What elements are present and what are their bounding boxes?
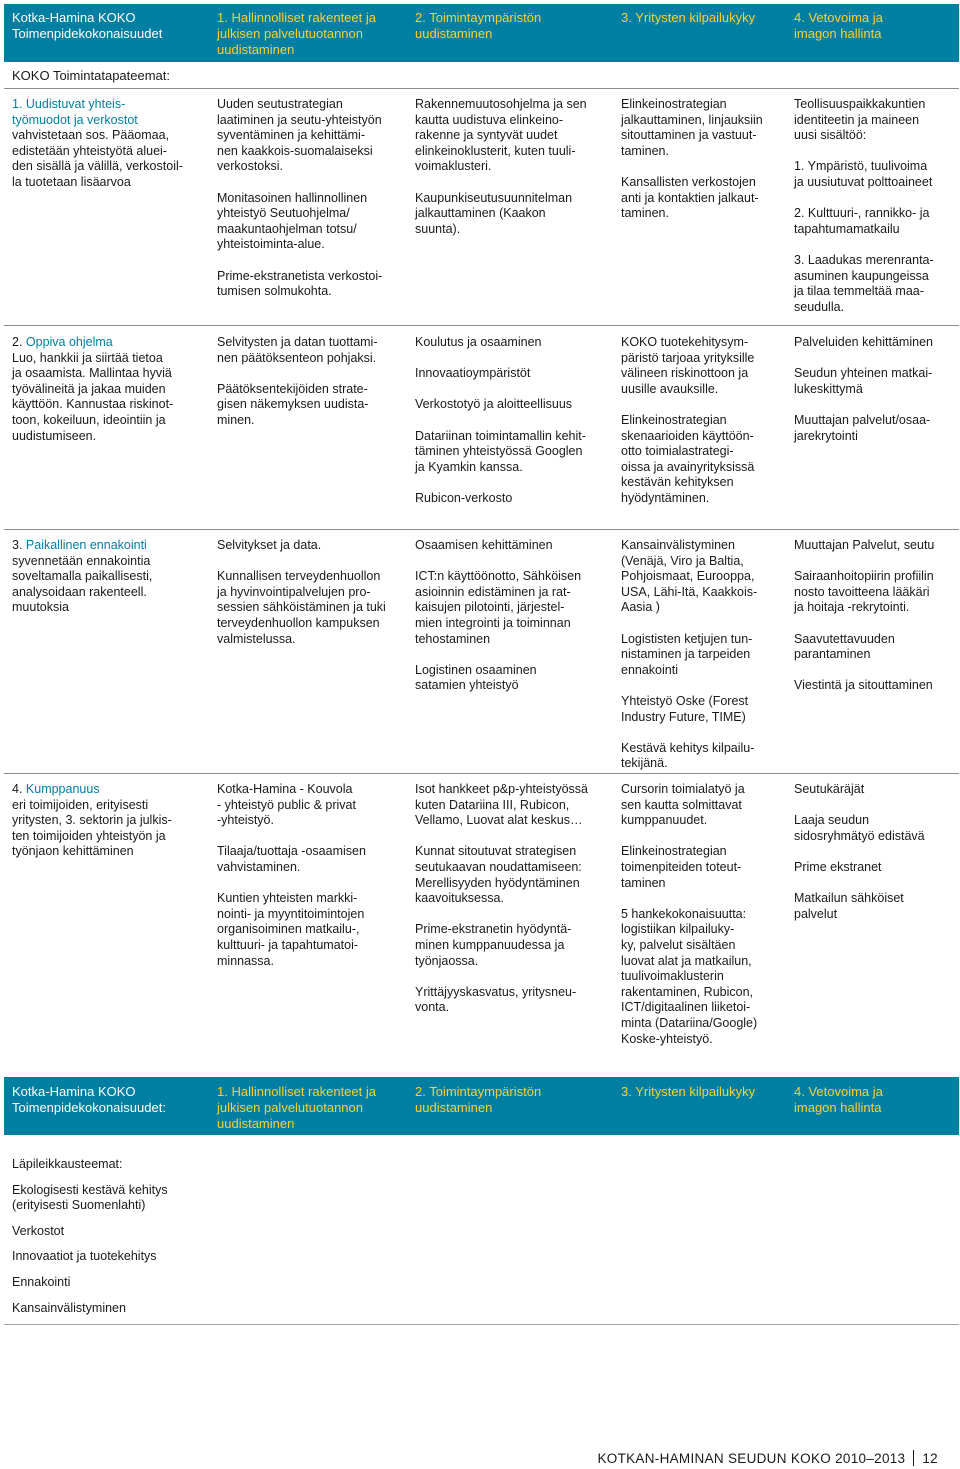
row3-c2-p1: ICT:n käyttöönotto, Sähköisen asioinnin edistäminen ja rat- kaisujen pilotointi, järjestel- mien integrointi ja toiminnan tehostaminen bbox=[415, 569, 582, 646]
subheader bbox=[4, 62, 959, 88]
row3-col-2 bbox=[415, 538, 600, 694]
row2-c3-p1: Elinkeinostrategian skenaarioiden käyttöön- otto toimialastrategi- oissa ja avainyrityksissä kestävän kehityksen hyödyntäminen. bbox=[621, 412, 755, 505]
row2-c3-p0: KOKO tuotekehitysym- päristö tarjoaa yrityksille välineen riskinottoon ja uusille avauksille. bbox=[621, 335, 755, 396]
row1-c4-p0: Teollisuuspaikkakuntien identiteetin ja maineen uusi sisältöö: bbox=[794, 97, 926, 143]
row3-c4-p3: Viestintä ja sitouttaminen bbox=[794, 678, 933, 693]
row3-c2-p0: Osaamisen kehittäminen bbox=[415, 538, 553, 552]
row4-col-4 bbox=[794, 782, 952, 922]
crosscut-title: Läpileikkausteemat: bbox=[12, 1157, 123, 1171]
row1-theme-title: 1. Uudistuvat yhteis- työmuodot ja verkostot bbox=[12, 97, 138, 127]
row4-theme bbox=[12, 782, 192, 860]
row1-col-1 bbox=[217, 97, 399, 300]
row1-c4-p1: 1. Ympäristö, tuulivoima ja uusiutuvat polttoaineet bbox=[794, 159, 933, 189]
row2-col-4 bbox=[794, 335, 952, 444]
row3-c4-p0: Muuttajan Palvelut, seutu bbox=[794, 538, 935, 552]
row1-theme-body: vahvistetaan sos. Pääomaa, edistetään yhteistyötä aluei- den sisällä ja välillä, verkostoil- la tuotetaan lisäarvoa bbox=[12, 128, 183, 189]
crosscut-themes bbox=[4, 1141, 959, 1324]
row3-c3-p1: Logististen ketjujen tun- nistaminen ja tarpeiden ennakointi bbox=[621, 631, 753, 677]
header2-col-4: 4. Vetovoima ja imagon hallinta bbox=[794, 1084, 883, 1115]
row4-theme-body: eri toimijoiden, erityisesti yritysten, 3. sektorin ja julkis- ten toimijoiden yhteistyön ja työnjaon kehittäminen bbox=[12, 797, 172, 859]
row4-title: Kumppanuus bbox=[25, 782, 100, 796]
row1-c4-p2: 2. Kulttuuri-, rannikko- ja tapahtumamatkailu bbox=[794, 206, 930, 236]
row4-theme-title bbox=[12, 782, 192, 798]
row2-col-2 bbox=[415, 335, 600, 507]
row4-c1-p2: Kuntien yhteisten markki- nointi- ja myyntitoimintojen organisoiminen matkailu-, kulttuuri- ja tapahtumatoi- minnassa. bbox=[217, 891, 365, 968]
row-2 bbox=[4, 327, 959, 517]
row3-c2-p2: Logistinen osaaminen satamien yhteistyö bbox=[415, 662, 537, 693]
row3-c3-p3: Kestävä kehitys kilpailu- tekijänä. bbox=[621, 740, 755, 771]
row2-c2-p2: Verkostotyö ja aloitteellisuus bbox=[415, 397, 573, 412]
row3-title: Paikallinen ennakointi bbox=[25, 538, 147, 552]
row3-theme bbox=[12, 538, 192, 616]
footer-title: KOTKAN-HAMINAN SEUDUN KOKO 2010–2013 bbox=[597, 1451, 906, 1466]
header-col-3: 3. Yritysten kilpailukyky bbox=[621, 10, 756, 25]
row4-c2-p1: Kunnat sitoutuvat strategisen seutukaavan noudattamiseen: Merellisyyden hyödyntäminen kaavoituksessa. bbox=[415, 844, 582, 906]
row4-c4-p3: Matkailun sähköiset palvelut bbox=[794, 891, 904, 921]
header-col-2: 2. Toimintaympäristön uudistaminen bbox=[415, 10, 542, 41]
subheader-label: KOKO Toimintatapateemat: bbox=[12, 68, 171, 83]
row4-c1-p1: Tilaaja/tuottaja -osaamisen vahvistaminen. bbox=[217, 844, 366, 874]
row3-c3-p2: Yhteistyö Oske (Forest Industry Future, TIME) bbox=[621, 693, 749, 724]
row1-c2-p0: Rakennemuutosohjelma ja sen kautta uudistuva elinkeino- rakenne ja syntyvät uudet elinkeinoklusterit, kuten tuuli- voimaklusteri. bbox=[415, 97, 587, 174]
row2-theme-title bbox=[12, 335, 192, 351]
row2-c2-p4: Rubicon-verkosto bbox=[415, 490, 513, 505]
crosscut-item-2: Innovaatiot ja tuotekehitys bbox=[12, 1249, 157, 1264]
row4-col-2 bbox=[415, 782, 600, 1016]
row2-theme bbox=[12, 335, 192, 444]
page-number: 12 bbox=[922, 1451, 938, 1466]
header-band bbox=[4, 4, 959, 62]
row3-num: 3. bbox=[12, 538, 26, 552]
header-col-4: 4. Vetovoima ja imagon hallinta bbox=[794, 10, 883, 41]
row3-c1-p0: Selvitykset ja data. bbox=[217, 538, 322, 552]
row1-c1-p2: Prime-ekstranetista verkostoi- tumisen solmukohta. bbox=[217, 268, 383, 299]
crosscut-item-0: Ekologisesti kestävä kehitys (erityisesti Suomenlahti) bbox=[12, 1182, 168, 1213]
crosscut-item-1: Verkostot bbox=[12, 1223, 65, 1238]
row1-col-4 bbox=[794, 97, 952, 315]
row2-col-1 bbox=[217, 335, 399, 429]
row-1 bbox=[4, 89, 959, 314]
row2-c2-p0: Koulutus ja osaaminen bbox=[415, 335, 542, 349]
row1-c4-p3: 3. Laadukas merenranta- asuminen kaupungeissa ja tilaa temmeltää maa- seudulla. bbox=[794, 252, 934, 314]
crosscut-item-3: Ennakointi bbox=[12, 1274, 71, 1289]
header-col-1: 1. Hallinnolliset rakenteet ja julkisen palvelutuotannon uudistaminen bbox=[217, 10, 376, 57]
header-band-2 bbox=[4, 1077, 959, 1135]
row4-c4-p1: Laaja seudun sidosryhmätyö edistävä bbox=[794, 813, 925, 843]
row2-theme-body: Luo, hankkii ja siirtää tietoa ja osaamista. Mallintaa hyviä työvälineitä ja jakaa muiden käyttöön. Kannustaa riskinot- toon, kokeiluun, ideointiin ja uudistumiseen. bbox=[12, 350, 174, 443]
row4-col-1 bbox=[217, 782, 399, 969]
divider bbox=[4, 325, 959, 326]
crosscut-item-4: Kansainvälistyminen bbox=[12, 1300, 126, 1315]
row2-c2-p1: Innovaatioympäristöt bbox=[415, 366, 531, 381]
row4-num: 4. bbox=[12, 782, 26, 796]
row2-c1-p0: Selvitysten ja datan tuottami- nen päätöksenteon pohjaksi. bbox=[217, 335, 378, 365]
row3-col-3 bbox=[621, 538, 781, 772]
row4-c1-p0: Kotka-Hamina - Kouvola - yhteistyö public & privat -yhteistyö. bbox=[217, 782, 356, 828]
row2-c1-p1: Päätöksentekijöiden strate- gisen näkemyksen uudista- minen. bbox=[217, 381, 369, 427]
row4-c2-p3: Yrittäjyyskasvatus, yritysneu- vonta. bbox=[415, 984, 577, 1015]
row4-c2-p2: Prime-ekstranetin hyödyntä- minen kumppanuudessa ja työnjaossa. bbox=[415, 922, 572, 968]
row2-num: 2. bbox=[12, 335, 26, 349]
row1-theme bbox=[12, 97, 192, 191]
row3-c1-p1: Kunnallisen terveydenhuollon ja hyvinvointipalvelujen pro- sessien sähköistäminen ja tuki terveydenhuollon kampuksen valmistelussa. bbox=[217, 569, 386, 646]
row4-c4-p0: Seutukäräjät bbox=[794, 782, 865, 796]
header2-col-3: 3. Yritysten kilpailukyky bbox=[621, 1084, 756, 1099]
header2-col-1: 1. Hallinnolliset rakenteet ja julkisen palvelutuotannon uudistaminen bbox=[217, 1084, 376, 1131]
row3-col-1 bbox=[217, 538, 399, 647]
row4-c4-p2: Prime ekstranet bbox=[794, 859, 882, 874]
row4-c3-p2: 5 hankekokonaisuutta: logistiikan kilpailuky- ky, palvelut sisältäen luovat alat ja matkailun, tuulivoimaklusterin rakentaminen, Rubicon, ICT/digitaalinen liiketoi- minta (Datariina/Google) Koske-yhteistyö. bbox=[621, 906, 758, 1046]
row1-c1-p1: Monitasoinen hallinnollinen yhteistyö Seutuohjelma/ maakuntaohjelman totsu/ yhteistoiminta-alue. bbox=[217, 190, 368, 252]
header2-col-2: 2. Toimintaympäristön uudistaminen bbox=[415, 1084, 542, 1115]
footer-separator bbox=[913, 1450, 914, 1466]
row-3 bbox=[4, 530, 959, 770]
row1-c2-p1: Kaupunkiseutusuunnitelman jalkauttaminen (Kaakon suunta). bbox=[415, 190, 573, 236]
row1-col-2 bbox=[415, 97, 600, 237]
row3-theme-body: syvennetään ennakointia soveltamalla paikallisesti, analysoidaan rakenteell. muutoksia bbox=[12, 553, 153, 615]
row3-c4-p1: Sairaanhoitopiirin profiilin nosto tavoitteena lääkäri ja hoitaja -rekrytointi. bbox=[794, 569, 934, 615]
row3-c3-p0: Kansainvälistyminen (Venäjä, Viro ja Baltia, Pohjoismaat, Eurooppa, USA, Lähi-Itä, Kaakkois- Aasia ) bbox=[621, 538, 758, 615]
row4-col-3 bbox=[621, 782, 781, 1047]
row2-title: Oppiva ohjelma bbox=[25, 335, 113, 349]
header-col-measures: Kotka-Hamina KOKO Toimenpidekokonaisuudet bbox=[12, 10, 163, 41]
row3-theme-title bbox=[12, 538, 192, 554]
row2-c2-p3: Datariinan toimintamallin kehit- täminen yhteistyössä Googlen ja Kyamkin kanssa. bbox=[415, 428, 586, 474]
divider bbox=[4, 1324, 959, 1325]
row2-c4-p1: Seudun yhteinen matkai- lukeskittymä bbox=[794, 366, 933, 396]
row3-col-4 bbox=[794, 538, 952, 694]
row2-c4-p0: Palveluiden kehittäminen bbox=[794, 335, 933, 349]
row3-c4-p2: Saavutettavuuden parantaminen bbox=[794, 631, 895, 662]
row1-c1-p0: Uuden seutustrategian laatiminen ja seutu-yhteistyön syventäminen ja kehittämi- nen kaakkois-suomalaiseksi verkostoksi. bbox=[217, 97, 382, 174]
crosscut-list bbox=[12, 1157, 212, 1316]
row1-col-3 bbox=[621, 97, 781, 222]
row1-c3-p1: Kansallisten verkostojen anti ja kontaktien jalkaut- taminen. bbox=[621, 174, 759, 221]
page-footer bbox=[597, 1450, 938, 1467]
row2-c4-p2: Muuttajan palvelut/osaa- jarekrytointi bbox=[794, 412, 931, 443]
header2-col-measures: Kotka-Hamina KOKO Toimenpidekokonaisuudet: bbox=[12, 1084, 166, 1115]
row1-c3-p0: Elinkeinostrategian jalkauttaminen, linjauksiin sitouttaminen ja vastuut- taminen. bbox=[621, 97, 763, 158]
row4-c3-p0: Cursorin toimialatyö ja sen kautta solmittavat kumppanuudet. bbox=[621, 782, 745, 828]
row2-col-3 bbox=[621, 335, 781, 507]
row4-c2-p0: Isot hankkeet p&p-yhteistyössä kuten Datariina III, Rubicon, Vellamo, Luovat alat keskus… bbox=[415, 782, 589, 828]
row4-c3-p1: Elinkeinostrategian toimenpiteiden toteut- taminen bbox=[621, 844, 742, 890]
row-4 bbox=[4, 774, 959, 1064]
